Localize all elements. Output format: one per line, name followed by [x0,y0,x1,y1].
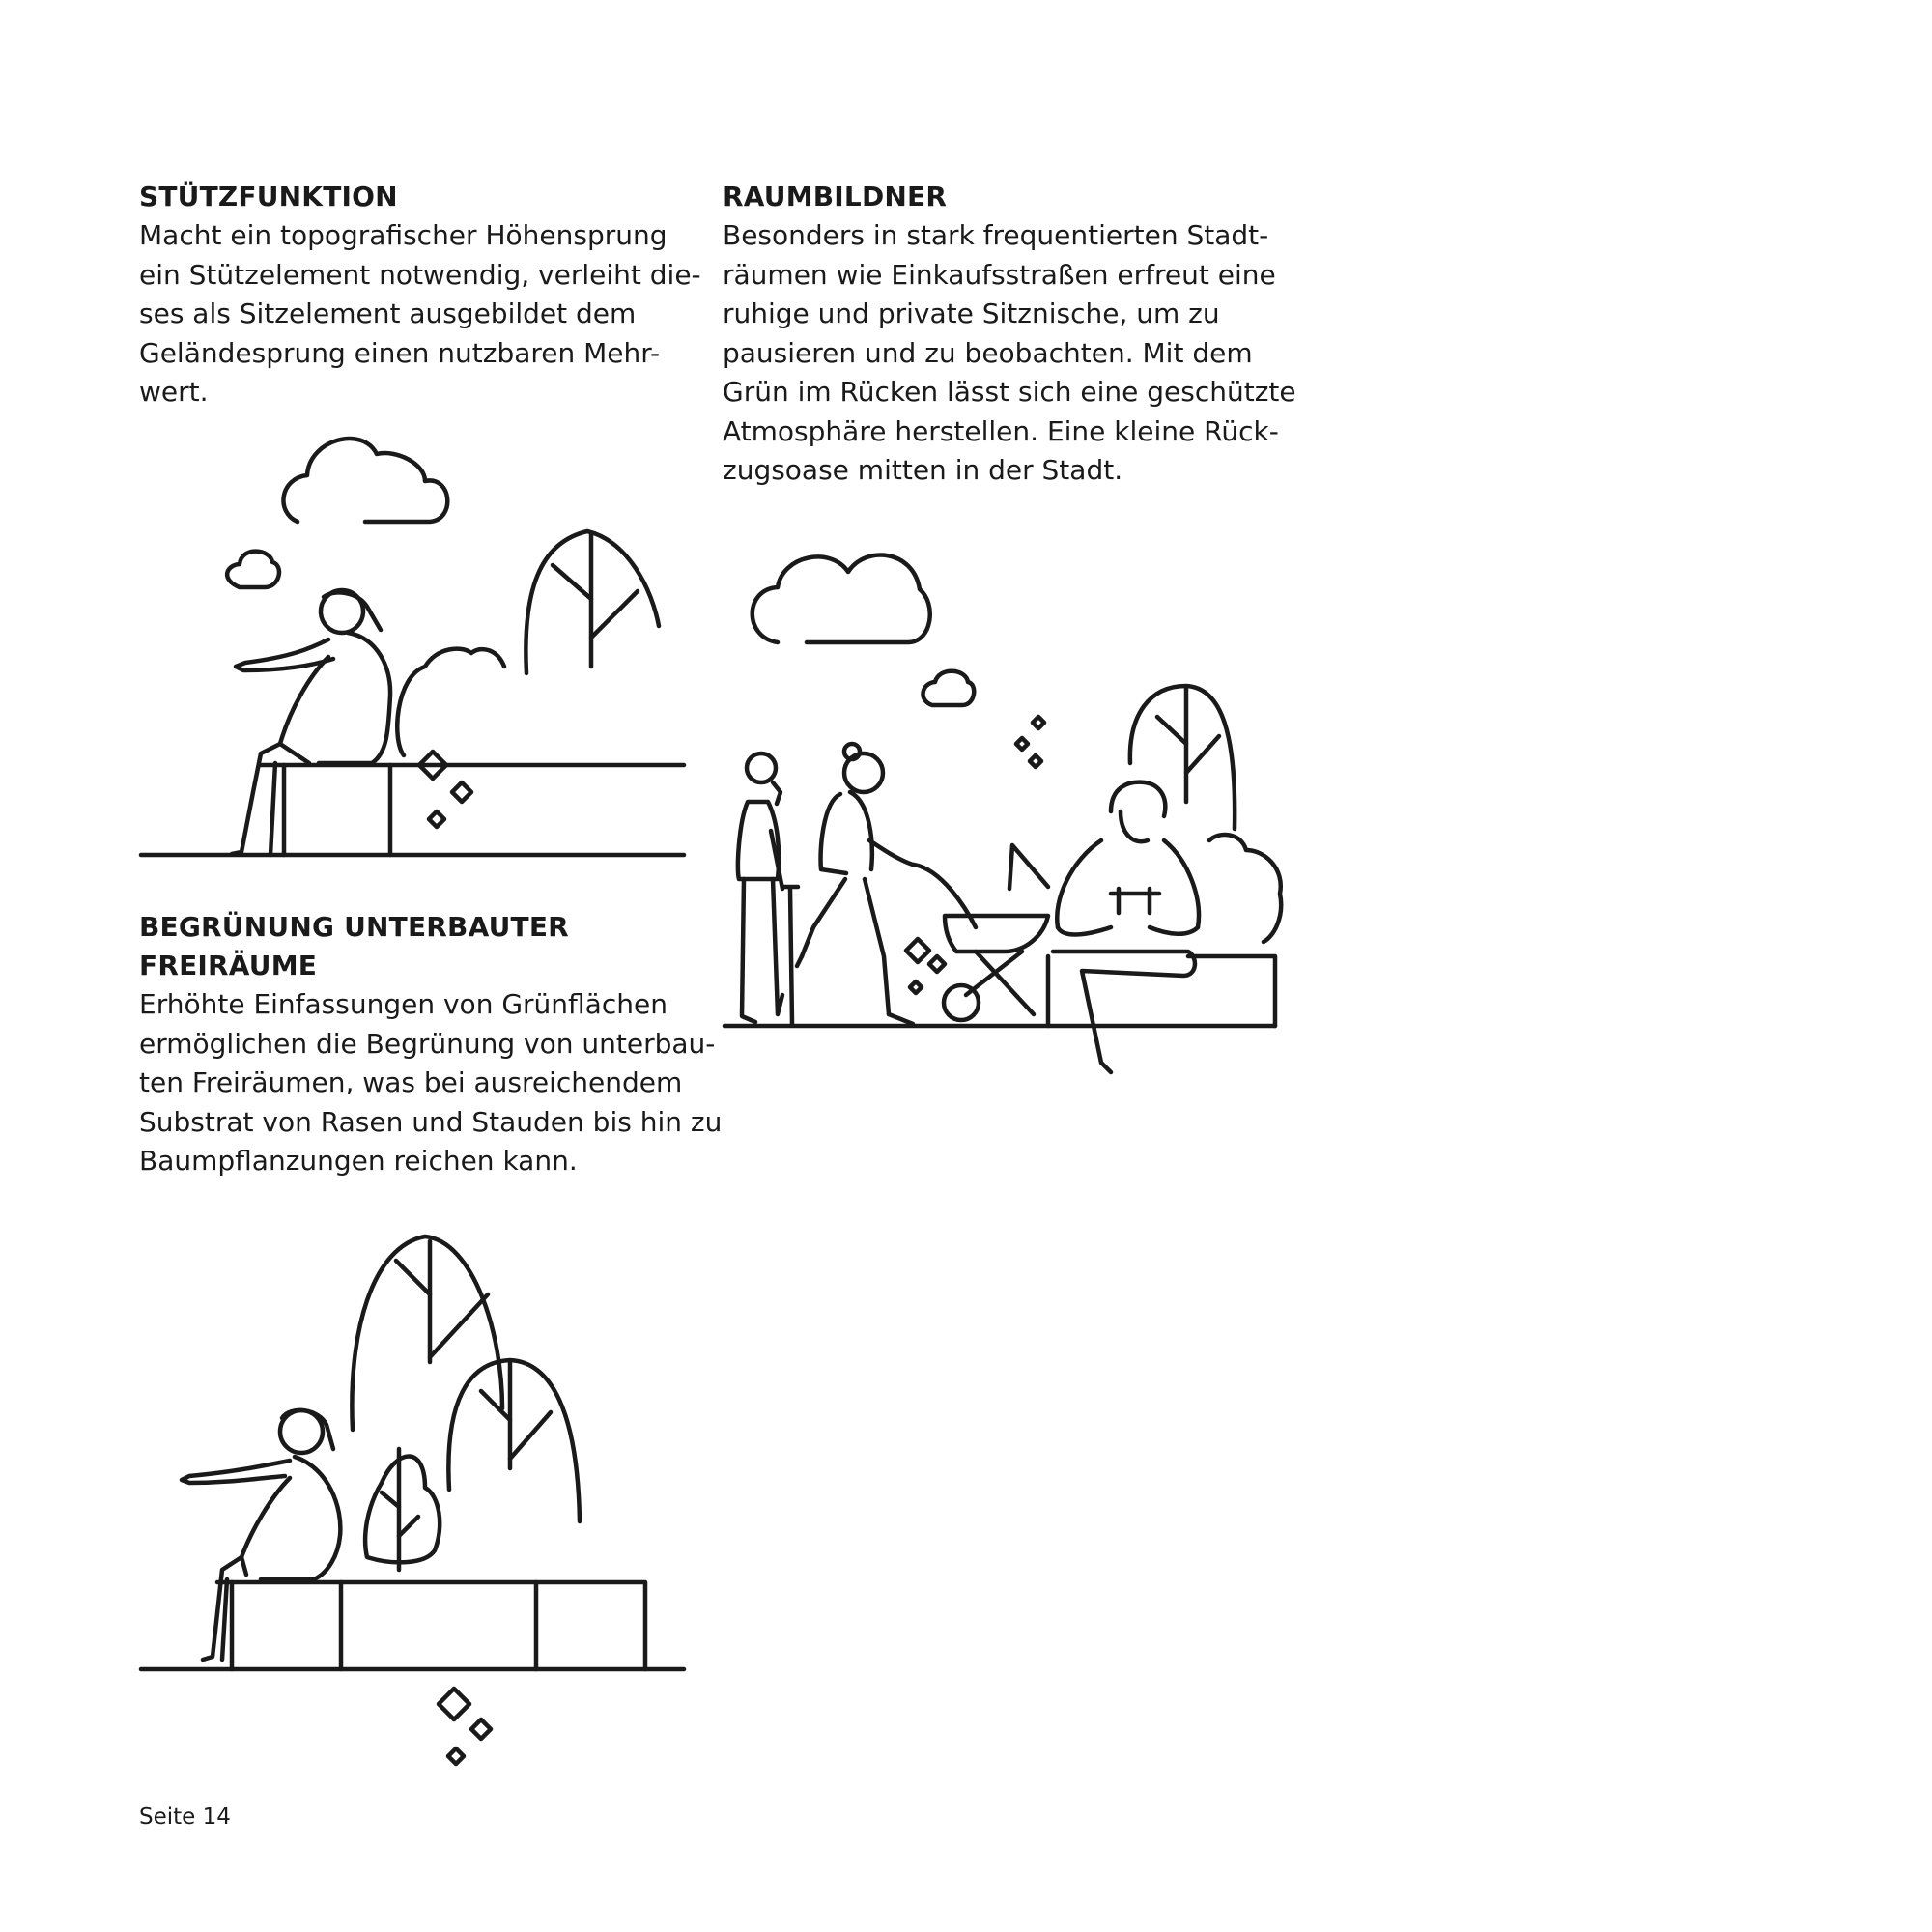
text-line: Besonders in stark frequentierten Stadt- [723,219,1269,251]
text-line: Grün im Rücken lässt sich eine geschützte [723,376,1296,408]
text-line: ermöglichen die Begrünung von unterbau- [139,1027,716,1060]
text-line: ses als Sitzelement ausgebildet dem [139,298,637,329]
gravel-icon [439,1689,491,1764]
text-line: ruhige und private Sitznische, um zu [723,298,1220,329]
tree-icon [448,1360,580,1521]
section-title: RAUMBILDNER [723,181,948,213]
text-line: ein Stützelement notwendig, verleiht die- [139,258,701,291]
page-number: Seite 14 [139,1804,231,1830]
text-line: ten Freiräumen, was bei ausreichendem [139,1066,683,1098]
section-title-line: FREIRÄUME [139,950,318,981]
text-line: räumen wie Einkaufsstraßen erfreut eine [723,258,1276,291]
text-line: Macht ein topografischer Höhensprung [139,219,668,251]
text-line: Atmosphäre herstellen. Eine kleine Rück- [723,414,1279,447]
section-title-line: BEGRÜNUNG UNTERBAUTER [139,911,569,943]
tree-icon [365,1449,440,1570]
text-line: wert. [139,376,209,408]
text-line: zugsoase mitten in der Stadt. [723,454,1123,486]
tree-icon [352,1236,502,1430]
text-line: Geländesprung einen nutzbaren Mehr- [139,336,661,369]
text-line: Erhöhte Einfassungen von Grünflächen [139,988,668,1020]
section-title: STÜTZFUNKTION [139,181,398,213]
text-line: Substrat von Rasen und Stauden bis hin zu [139,1105,723,1138]
text-line: pausieren und zu beobachten. Mit dem [723,336,1253,369]
text-line: Baumpflanzungen reichen kann. [139,1145,578,1177]
person-sitting-icon [182,1410,340,1660]
